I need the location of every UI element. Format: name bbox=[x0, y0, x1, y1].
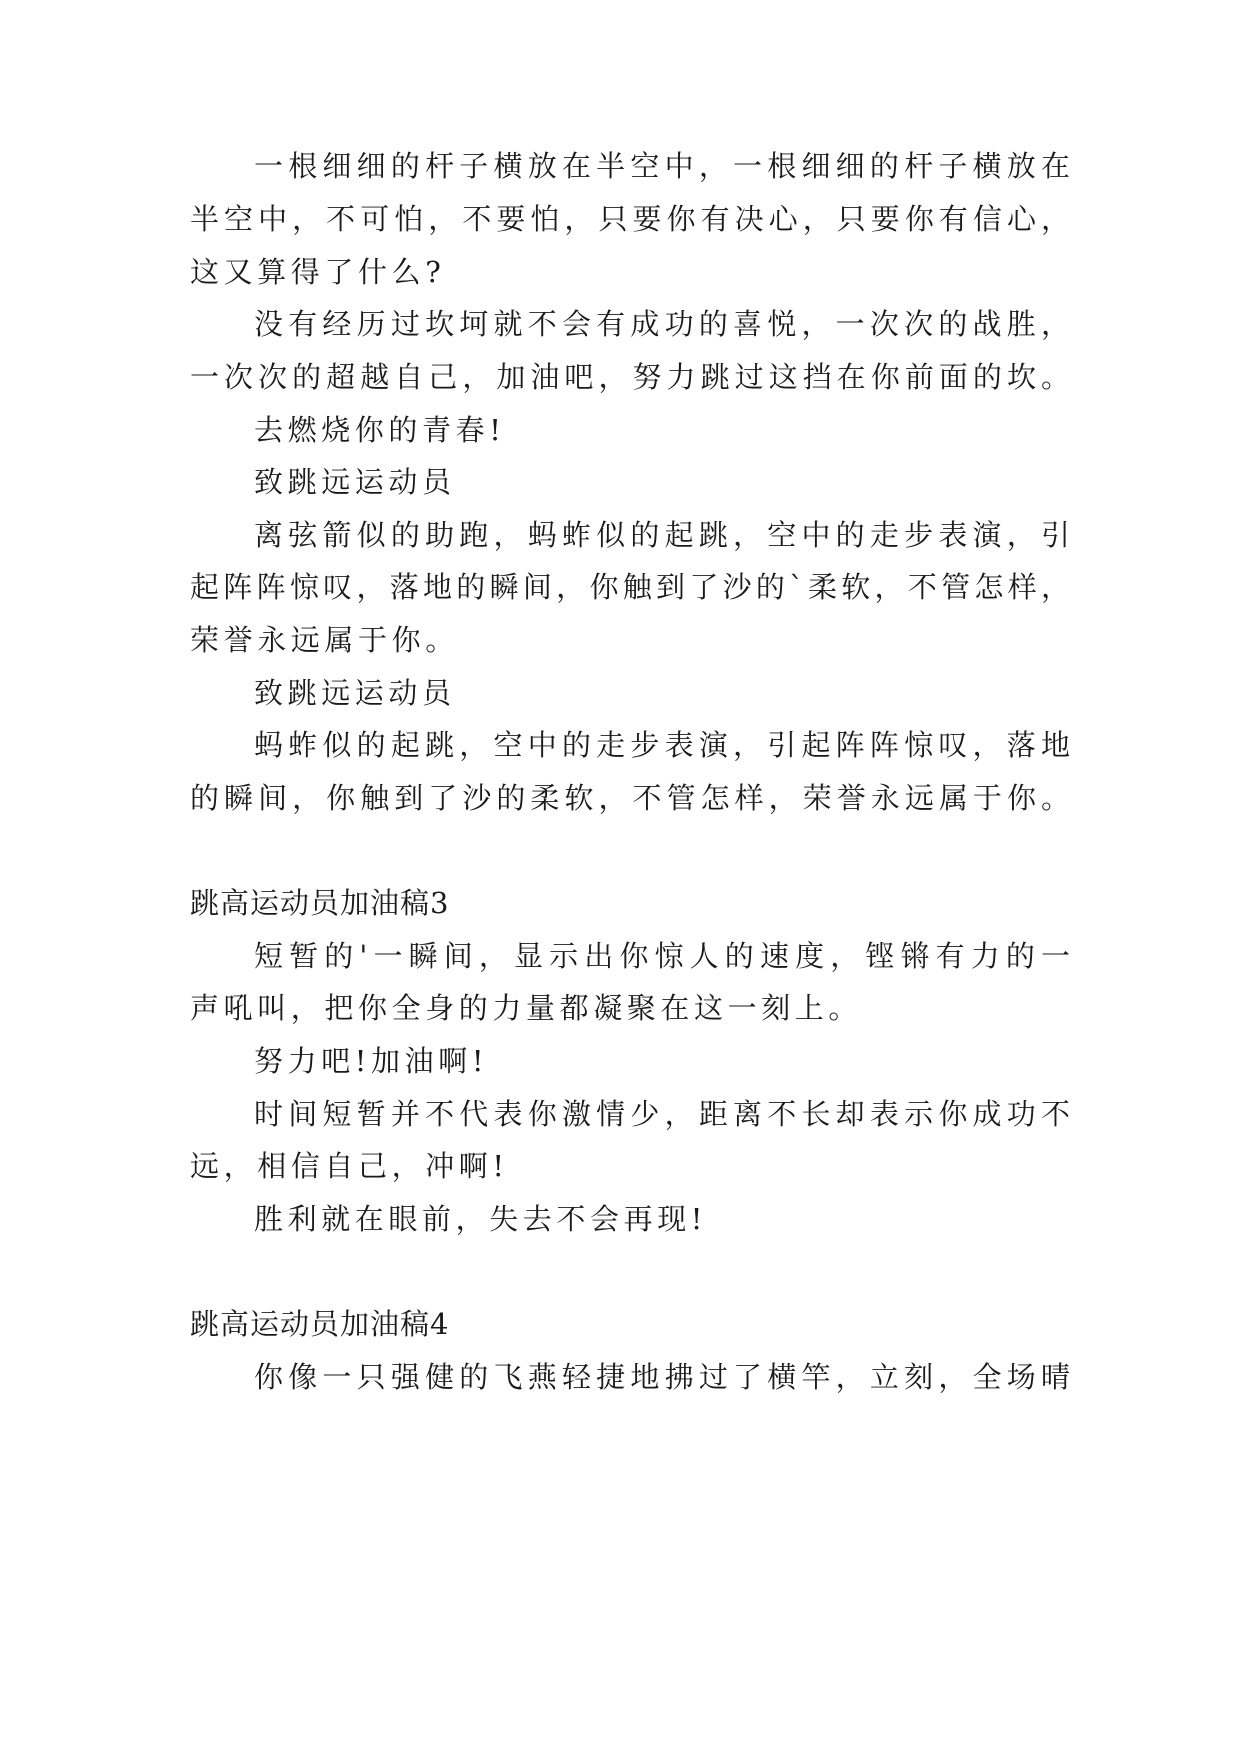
paragraph-line: 这又算得了什么? bbox=[190, 255, 446, 289]
paragraph-line: 短暂的'一瞬间，显示出你惊人的速度，铿锵有力的一 bbox=[254, 939, 1070, 973]
paragraph-line: 没有经历过坎坷就不会有成功的喜悦，一次次的战胜， bbox=[254, 307, 1070, 341]
paragraph-line: 远，相信自己，冲啊! bbox=[190, 1149, 509, 1183]
paragraph-line: 的瞬间，你触到了沙的柔软，不管怎样，荣誉永远属于你。 bbox=[190, 781, 1070, 815]
paragraph-line: 一次次的超越自己，加油吧，努力跳过这挡在你前面的坎。 bbox=[190, 360, 1070, 394]
paragraph-line: 半空中，不可怕，不要怕，只要你有决心，只要你有信心， bbox=[190, 202, 1070, 236]
paragraph-line: 声吼叫，把你全身的力量都凝聚在这一刻上。 bbox=[190, 991, 863, 1025]
paragraph-line: 去燃烧你的青春! bbox=[254, 413, 506, 447]
paragraph-line: 胜利就在眼前，失去不会再现! bbox=[254, 1202, 708, 1236]
paragraph-line: 一根细细的杆子横放在半空中，一根细细的杆子横放在 bbox=[254, 149, 1070, 183]
paragraph-line: 蚂蚱似的起跳，空中的走步表演，引起阵阵惊叹，落地 bbox=[254, 728, 1070, 762]
paragraph-line: 努力吧!加油啊! bbox=[254, 1044, 489, 1078]
section-subtitle: 致跳远运动员 bbox=[254, 465, 456, 499]
paragraph-line: 起阵阵惊叹，落地的瞬间，你触到了沙的`柔软，不管怎样， bbox=[190, 570, 1070, 604]
paragraph-line: 你像一只强健的飞燕轻捷地拂过了横竿，立刻，全场晴 bbox=[254, 1360, 1070, 1394]
paragraph-line: 荣誉永远属于你。 bbox=[190, 623, 459, 657]
section-heading: 跳高运动员加油稿3 bbox=[190, 886, 450, 920]
section-heading: 跳高运动员加油稿4 bbox=[190, 1307, 450, 1341]
paragraph-line: 离弦箭似的助跑，蚂蚱似的起跳，空中的走步表演，引 bbox=[254, 518, 1070, 552]
paragraph-line: 时间短暂并不代表你激情少，距离不长却表示你成功不 bbox=[254, 1097, 1070, 1131]
section-subtitle: 致跳远运动员 bbox=[254, 676, 456, 710]
